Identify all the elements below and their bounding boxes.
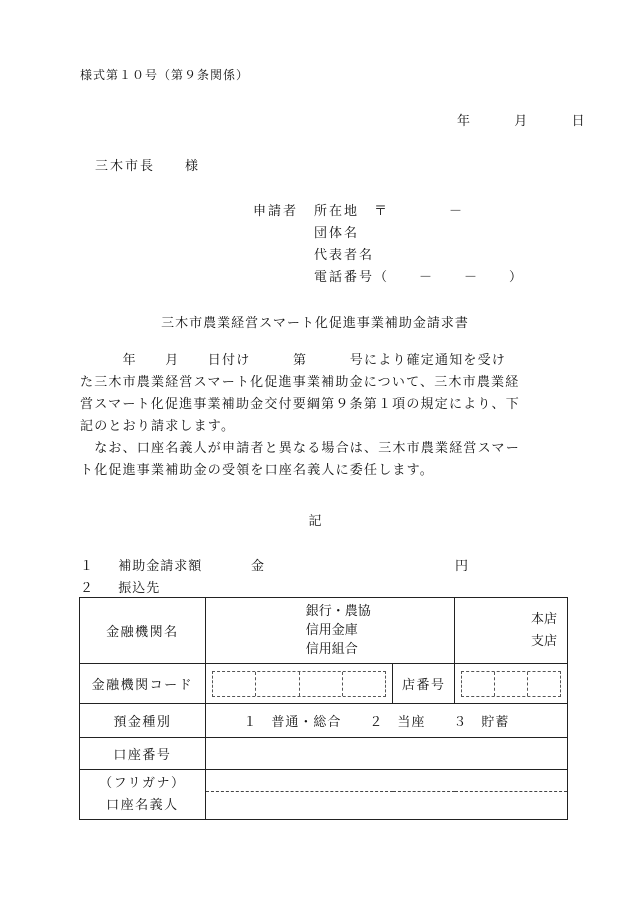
furigana-row — [80, 770, 568, 792]
bank-type-option: 銀行・農協 — [305, 604, 371, 619]
branch-no-field[interactable] — [455, 664, 568, 704]
branch-no-label: 店番号 — [393, 664, 455, 704]
bank-name-row — [80, 598, 568, 664]
holder-label: 口座名義人 — [106, 797, 179, 813]
amount-label: 補助金請求額 — [118, 559, 203, 574]
bank-code-label: 金融機関コード — [80, 664, 206, 704]
branch-type-options[interactable] — [455, 598, 568, 664]
applicant-rep: 代表者名 — [314, 248, 375, 263]
code-digit-box[interactable] — [213, 672, 256, 696]
date-year: 年 — [457, 114, 471, 129]
amount-yen: 円 — [455, 559, 469, 574]
bank-code-row — [80, 664, 568, 704]
body-line: 年 月 日付け 第 号により確定通知を受け — [80, 353, 507, 368]
date-month: 月 — [514, 114, 528, 129]
date-line — [457, 110, 585, 129]
code-digit-box[interactable] — [300, 672, 343, 696]
branch-digit-box[interactable] — [462, 672, 495, 696]
branch-digit-box[interactable] — [495, 672, 528, 696]
item-number: １ — [80, 559, 95, 574]
body-line: なお、口座名義人が申請者と異なる場合は、三木市農業経営スマー — [80, 441, 520, 456]
bank-name-label: 金融機関名 — [80, 598, 206, 664]
ki-heading: 記 — [308, 514, 322, 529]
transfer-label: 振込先 — [118, 581, 161, 596]
body-line: ト化促進事業補助金の受領を口座名義人に委任します。 — [80, 463, 434, 478]
branch-type-option: 本店 — [530, 611, 557, 627]
item-number: ２ — [80, 581, 95, 596]
deposit-type-row — [80, 704, 568, 738]
furigana-label: （フリガナ） — [99, 775, 186, 791]
applicant-address: 所在地 〒 － — [314, 204, 465, 219]
deposit-type-options[interactable]: １ 普通・総合 ２ 当座 ３ 貯蓄 — [205, 704, 567, 738]
body-line: 記のとおり請求します。 — [80, 419, 236, 434]
account-no-row — [80, 738, 568, 770]
bank-type-option: 信用組合 — [305, 642, 358, 657]
holder-field[interactable] — [205, 792, 567, 820]
bank-account-table — [79, 597, 568, 820]
addressee: 三木市長 様 — [95, 159, 201, 174]
account-no-field[interactable] — [205, 738, 567, 770]
code-digit-box[interactable] — [343, 672, 385, 696]
applicant-phone: 電話番号（ － － ） — [314, 270, 525, 285]
body-line: た三木市農業経営スマート化促進事業補助金について、三木市農業経 — [80, 375, 520, 390]
applicant-label: 申請者 — [253, 204, 299, 219]
bank-code-boxes — [212, 671, 387, 697]
amount-row — [80, 555, 202, 574]
furigana-field[interactable] — [205, 770, 567, 792]
applicant-org: 団体名 — [314, 226, 360, 241]
amount-kin: 金 — [251, 559, 265, 574]
body-text — [80, 350, 570, 482]
account-no-label: 口座番号 — [80, 738, 206, 770]
form-number: 様式第１０号（第９条関係） — [80, 68, 250, 82]
deposit-type-label: 預金種別 — [80, 704, 206, 738]
branch-type-option: 支店 — [530, 633, 557, 649]
body-line: 営スマート化促進事業補助金交付要綱第９条第１項の規定により、下 — [80, 397, 520, 412]
bank-type-options[interactable] — [205, 598, 455, 664]
transfer-row — [80, 577, 160, 596]
bank-type-option: 信用金庫 — [305, 623, 358, 638]
bank-code-field[interactable] — [205, 664, 393, 704]
date-day: 日 — [571, 114, 585, 129]
branch-no-boxes — [461, 671, 561, 697]
branch-digit-box[interactable] — [528, 672, 560, 696]
code-digit-box[interactable] — [256, 672, 299, 696]
document-title: 三木市農業経営スマート化促進事業補助金請求書 — [161, 316, 469, 331]
holder-label-cell — [80, 770, 206, 820]
